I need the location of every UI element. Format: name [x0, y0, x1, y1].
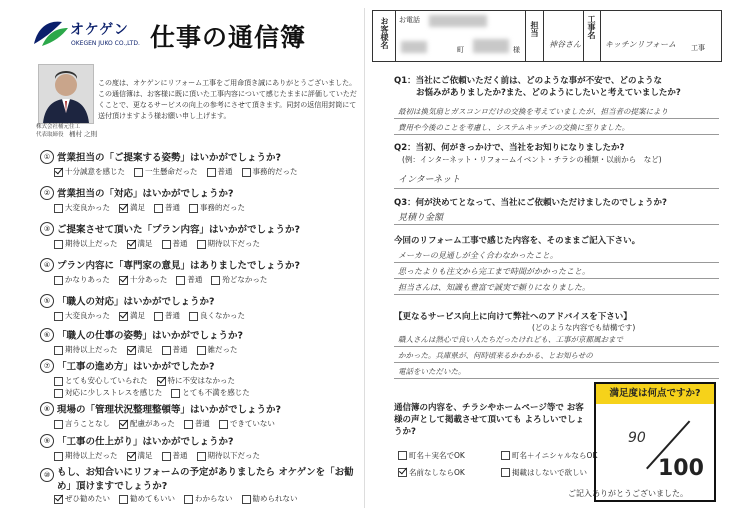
checkbox-checked[interactable] — [119, 312, 128, 321]
checkbox[interactable] — [207, 168, 216, 177]
question-text: 「職人の対応」はいかがでしょうか? — [57, 296, 215, 308]
q3-text: Q3：何が決めてとなって、当社にご依頼いただけましたのでしょうか? — [394, 198, 667, 208]
publish-option-noname[interactable]: 名前なしならOK — [398, 467, 492, 478]
option-4[interactable]: とても不満を感じた — [171, 388, 250, 398]
q4-text: 今回のリフォーム工事で感じた内容を、そのままご記入下さい。 — [394, 236, 641, 246]
checkbox-checked[interactable] — [398, 468, 407, 477]
option-2[interactable]: 十分あった — [119, 275, 167, 285]
checkbox[interactable] — [242, 495, 251, 504]
option-3[interactable]: 普通 — [162, 239, 188, 249]
option-2[interactable]: 勧めてもいい — [119, 494, 175, 504]
checkbox-checked[interactable] — [127, 452, 136, 461]
checkbox[interactable] — [54, 452, 63, 461]
customer-name-label: お客様名 — [380, 17, 389, 49]
publish-option-decline[interactable]: 掲載はしないで欲しい — [501, 467, 587, 478]
question-4 — [40, 254, 360, 285]
question-text: 「工事の仕上がり」はいかがでしょうか? — [57, 436, 234, 448]
checkbox[interactable] — [242, 168, 251, 177]
option-1[interactable]: 大変良かった — [54, 311, 110, 321]
question-text: 「職人の仕事の姿勢」はいかがでしょうか? — [57, 330, 244, 342]
q4-answer-line2: 思ったよりも注文から完工まで時間がかかったこと。 — [398, 267, 590, 276]
staff-label: 担当 — [530, 21, 539, 37]
question-9 — [40, 430, 360, 461]
checkbox-checked[interactable] — [54, 495, 63, 504]
q3-answer: 見積り金額 — [398, 213, 444, 223]
checkbox[interactable] — [134, 168, 143, 177]
option-1[interactable]: 大変良かった — [54, 203, 110, 213]
q4-answer-line3: 担当さんは、知識も豊富で誠実で頼りになりました。 — [398, 283, 590, 292]
question-2 — [40, 182, 360, 213]
checkbox[interactable] — [184, 420, 193, 429]
work-suffix: 工事 — [691, 44, 705, 52]
president-name: 桶村 之則 — [69, 130, 98, 138]
option-2[interactable]: 特に不安はなかった — [157, 376, 236, 386]
president-company: 株式会社桶元住工 — [36, 124, 81, 130]
option-3[interactable]: わからない — [184, 494, 233, 504]
option-2[interactable]: 満足 — [119, 311, 145, 321]
checkbox[interactable] — [54, 346, 63, 355]
advice-title: 【更なるサービス向上に向けて弊社へのアドバイスを下さい】 — [394, 312, 632, 322]
logo-leaf-icon — [32, 18, 70, 48]
option-3[interactable]: 普通 — [162, 451, 188, 461]
question-number: ② — [40, 186, 54, 200]
question-number: ③ — [40, 222, 54, 236]
option-1[interactable]: かなりあった — [54, 275, 110, 285]
phone-label: お電話 — [399, 16, 420, 24]
intro-text: この度は、オケゲンにリフォーム工事をご用命頂き誠にありがとうございました。この通信簿は、お客様に既に頂いた工事内容について感じたままに評価していただくことで、更なるサービスの向上の参考にさせて頂きます。同封の返信用封筒にて送付頂けますよう様お願い申し上げます。 — [98, 79, 357, 120]
q2-text: Q2：当初、何がきっかけで、当社をお知りになりましたか? — [394, 143, 625, 153]
option-2[interactable]: 満足 — [119, 203, 145, 213]
checkbox[interactable] — [54, 276, 63, 285]
publish-options — [398, 450, 606, 478]
q1-answer-line1: 最初は換気扇とガスコンロだけの交換を考えていましたが、担当者の提案により — [398, 107, 668, 116]
option-3[interactable]: 普通 — [176, 275, 202, 285]
checkbox[interactable] — [398, 451, 407, 460]
question-3 — [40, 218, 360, 249]
score-title: 満足度は何点ですか? — [596, 384, 714, 404]
checkbox[interactable] — [154, 204, 163, 213]
q2-answer: インターネット — [398, 175, 461, 185]
checkbox-checked[interactable] — [54, 168, 63, 177]
president-photo — [38, 64, 94, 124]
checkbox-checked[interactable] — [127, 240, 136, 249]
option-4[interactable]: 雑だった — [197, 345, 238, 355]
question-number: ⑧ — [40, 402, 54, 416]
question-text: 営業担当の「ご提案する姿勢」はいかがでしょうか? — [57, 152, 282, 164]
work-label: 工事名 — [587, 15, 596, 39]
checkbox[interactable] — [54, 420, 63, 429]
question-10 — [40, 464, 360, 504]
option-1[interactable]: 十分誠意を感じた — [54, 167, 125, 177]
page-title: 仕事の通信簿 — [150, 23, 307, 52]
score-max: 100 — [658, 456, 704, 481]
option-4[interactable]: 殆どなかった — [211, 275, 267, 285]
checkbox-checked[interactable] — [119, 420, 128, 429]
checkbox[interactable] — [189, 312, 198, 321]
option-2[interactable]: 配慮があった — [119, 419, 175, 429]
question-number: ⑥ — [40, 328, 54, 342]
checkbox[interactable] — [162, 452, 171, 461]
question-5 — [40, 290, 360, 321]
staff-name: 神谷さん — [549, 40, 581, 49]
logo-subtext: OKEGEN JUKO CO.,LTD. — [71, 40, 140, 47]
advice-subtitle: (どのような内容でも結構です) — [532, 323, 636, 332]
question-number: ⑨ — [40, 434, 54, 448]
checkbox[interactable] — [176, 276, 185, 285]
checkbox[interactable] — [501, 451, 510, 460]
question-8 — [40, 398, 360, 429]
option-1[interactable]: 言うことなし — [54, 419, 110, 429]
president-role: 代表取締役 — [36, 132, 70, 138]
checkbox[interactable] — [219, 420, 228, 429]
option-3[interactable]: 普通 — [154, 203, 180, 213]
company-logo — [32, 14, 142, 56]
checkbox[interactable] — [189, 204, 198, 213]
checkbox[interactable] — [162, 346, 171, 355]
checkbox[interactable] — [54, 312, 63, 321]
left-panel — [10, 10, 358, 510]
thanks-text: ご記入ありがとうございました。 — [568, 489, 688, 498]
town-label: 町 — [457, 46, 464, 54]
question-text: 営業担当の「対応」はいかがでしょうか? — [57, 188, 234, 200]
question-number: ⑤ — [40, 294, 54, 308]
customer-info-table — [372, 10, 722, 62]
option-4[interactable]: 事務的だった — [189, 203, 245, 213]
president-caption — [36, 124, 97, 139]
option-2[interactable]: 一生懸命だった — [134, 167, 198, 177]
checkbox[interactable] — [154, 312, 163, 321]
advice-answer-line1: 職人さんは熱心で良い人たちだったけれども、工事が京都風おまで — [398, 335, 623, 344]
option-1[interactable]: ぜひ勧めたい — [54, 494, 110, 504]
question-number: ⑩ — [40, 468, 54, 482]
option-2[interactable]: 満足 — [127, 345, 153, 355]
work-name: キッチンリフォーム — [605, 40, 677, 49]
advice-answer-line2: かかった。兵庫県が、何時頃来るかわかる、とお知らせの — [398, 351, 593, 360]
person-icon — [39, 65, 93, 123]
question-7 — [40, 355, 360, 398]
redacted-phone — [429, 15, 487, 27]
question-text: ご提案させて頂いた「プラン内容」はいかがでしょうか? — [57, 224, 301, 236]
checkbox[interactable] — [54, 240, 63, 249]
question-number: ④ — [40, 258, 54, 272]
question-number: ⑦ — [40, 359, 54, 373]
option-1[interactable]: とても安心していられた — [54, 376, 148, 386]
logo-text: オケゲン — [70, 22, 129, 38]
option-3[interactable]: 普通 — [184, 419, 210, 429]
checkbox[interactable] — [54, 204, 63, 213]
option-1[interactable]: 期待以上だった — [54, 345, 118, 355]
checkbox[interactable] — [211, 276, 220, 285]
option-2[interactable]: 満足 — [127, 239, 153, 249]
redacted-town — [401, 41, 427, 53]
satisfaction-score-box — [594, 382, 716, 502]
question-6 — [40, 324, 360, 355]
option-4[interactable]: 事務的だった — [242, 167, 298, 177]
option-3[interactable]: 対応に少しストレスを感じた — [54, 388, 162, 398]
checkbox[interactable] — [501, 468, 510, 477]
option-3[interactable]: 普通 — [162, 345, 188, 355]
checkbox[interactable] — [162, 240, 171, 249]
checkbox[interactable] — [119, 495, 128, 504]
option-4[interactable]: 良くなかった — [189, 311, 245, 321]
checkbox[interactable] — [184, 495, 193, 504]
score-value: 90 — [628, 430, 646, 446]
q1-answer-line2: 費用や今後のことを考慮し、システムキッチンの交換に至りました。 — [398, 123, 630, 132]
option-3[interactable]: 普通 — [207, 167, 233, 177]
option-4[interactable]: できていない — [219, 419, 275, 429]
publish-question: 通信簿の内容を、チラシやホームページ等で お客様の声として掲載させて頂いても よろしいでしょうか? — [394, 403, 584, 437]
checkbox[interactable] — [197, 346, 206, 355]
option-1[interactable]: 期待以上だった — [54, 451, 118, 461]
question-text: もし、お知合いにリフォームの予定がありましたら オケゲンを「お勧め」頂けますでしょうか? — [57, 467, 354, 492]
question-text: 現場の「管理状況整理整頓等」はいかがでしょうか? — [57, 404, 282, 416]
center-divider — [364, 8, 365, 508]
checkbox-checked[interactable] — [119, 204, 128, 213]
question-number: ① — [40, 150, 54, 164]
redacted-name — [473, 39, 509, 53]
question-1 — [40, 146, 360, 177]
option-1[interactable]: 期待以上だった — [54, 239, 118, 249]
checkbox[interactable] — [197, 240, 206, 249]
sama-label: 様 — [513, 46, 520, 54]
checkbox-checked[interactable] — [119, 276, 128, 285]
question-text: プラン内容に「専門家の意見」はありましたでしょうか? — [57, 260, 301, 272]
checkbox[interactable] — [54, 389, 63, 398]
checkbox[interactable] — [54, 377, 63, 386]
q4-answer-line1: メーカーの見通しが全く合わなかったこと。 — [398, 251, 558, 260]
q1-text: Q1：当社にご依頼いただく前は、どのような事が不安で、どのような お悩みがありましたか?また、どのようにしたいと考えていましたか? — [394, 76, 681, 98]
checkbox-checked[interactable] — [157, 377, 166, 386]
publish-option-initial[interactable]: 町名＋イニシャルならOK — [501, 450, 597, 461]
option-4[interactable]: 期待以下だった — [197, 239, 261, 249]
checkbox[interactable] — [197, 452, 206, 461]
right-panel — [372, 10, 722, 510]
option-4[interactable]: 勧められない — [242, 494, 298, 504]
option-4[interactable]: 期待以下だった — [197, 451, 261, 461]
publish-option-realname[interactable]: 町名＋実名でOK — [398, 450, 492, 461]
question-text: 「工事の進め方」はいかがでしたか? — [57, 361, 215, 373]
checkbox-checked[interactable] — [127, 346, 136, 355]
advice-answer-line3: 電話をいただいた。 — [398, 367, 466, 376]
option-3[interactable]: 普通 — [154, 311, 180, 321]
option-2[interactable]: 満足 — [127, 451, 153, 461]
checkbox[interactable] — [171, 389, 180, 398]
q2-example: (例：インターネット・リフォームイベント・チラシの種類・以前から など) — [402, 155, 662, 164]
